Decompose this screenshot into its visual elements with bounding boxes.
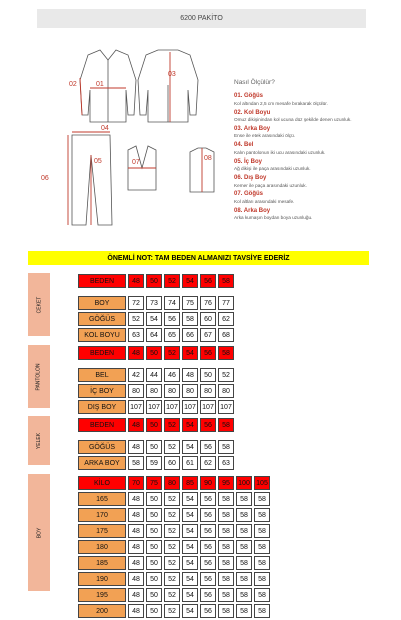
mark-02: 02 bbox=[69, 81, 77, 88]
table-row: BEL 42 44 46 48 50 52 bbox=[78, 368, 234, 382]
pantolon-size-table bbox=[76, 344, 236, 416]
guide-item: 05. İç Boy Ağ dikişi ile paça arasındaki uzunluk. bbox=[234, 158, 311, 172]
mark-06: 06 bbox=[41, 175, 49, 182]
table-row: İÇ BOY 80 80 80 80 80 80 bbox=[78, 384, 234, 398]
table-header-row: BEDEN 48 50 52 54 56 58 bbox=[78, 274, 234, 288]
mark-04: 04 bbox=[101, 125, 109, 132]
table-header-row: BEDEN 48 50 52 54 56 58 bbox=[78, 346, 234, 360]
table-row: 170 48 50 52 54 56 58 58 58 bbox=[78, 508, 270, 522]
guide-item: 01. Göğüs Kol altından 2,5 cm mesafe bırakarak ölçülür. bbox=[234, 93, 328, 106]
guide-item: 03. Arka Boy Ense ile etek arasındaki ölçü. bbox=[234, 125, 295, 139]
table-header-row: BEDEN 48 50 52 54 56 58 bbox=[78, 418, 234, 432]
table-row: DIŞ BOY 107 107 107 107 107 107 bbox=[78, 400, 234, 414]
table-header-row: KİLO 70 75 80 85 90 95 100 105 bbox=[78, 476, 270, 490]
table-row: 195 48 50 52 54 56 58 58 58 bbox=[78, 588, 270, 602]
guide-item: 08. Arka Boy Arka kumaşın boydan boya uzunluğu. bbox=[234, 207, 313, 221]
table-row: 200 48 50 52 54 56 58 58 58 bbox=[78, 604, 270, 618]
table-row: GÖĞÜS 52 54 56 58 60 62 bbox=[78, 312, 234, 326]
pantolon-side-label: PANTOLON bbox=[28, 345, 50, 408]
table-row: GÖĞÜS 48 50 52 54 56 58 bbox=[78, 440, 234, 454]
guide-heading: Nasıl Ölçülür? bbox=[234, 79, 275, 86]
yelek-side-label: YELEK bbox=[28, 416, 50, 465]
table-row: ARKA BOY 58 59 60 61 62 63 bbox=[78, 456, 234, 470]
table-row: 190 48 50 52 54 56 58 58 58 bbox=[78, 572, 270, 586]
boy-kilo-size-table bbox=[76, 474, 272, 620]
ceket-side-label: CEKET bbox=[28, 273, 50, 336]
measurement-diagram bbox=[28, 40, 243, 240]
table-row: 175 48 50 52 54 56 58 58 58 bbox=[78, 524, 270, 538]
table-row: 180 48 50 52 54 56 58 58 58 bbox=[78, 540, 270, 554]
measurement-guide bbox=[234, 79, 394, 224]
table-row: 185 48 50 52 54 56 58 58 58 bbox=[78, 556, 270, 570]
guide-item: 07. Göğüs Kol altları arasındaki mesafe. bbox=[234, 191, 295, 204]
yelek-size-table bbox=[76, 416, 236, 472]
mark-08: 08 bbox=[204, 155, 212, 162]
important-note: ÖNEMLİ NOT: TAM BEDEN ALMANIZI TAVSİYE EDERİZ bbox=[28, 251, 369, 265]
table-row: KOL BOYU 63 64 65 66 67 68 bbox=[78, 328, 234, 342]
guide-item: 06. Dış Boy Kemer ile paça arasındaki uzunluk. bbox=[234, 175, 307, 188]
mark-03: 03 bbox=[168, 71, 176, 78]
ceket-size-table bbox=[76, 272, 236, 344]
guide-item: 02. Kol Boyu Omuz dikişinindan kol ucuna düz şekilde denen uzunluk. bbox=[234, 109, 352, 122]
mark-07: 07 bbox=[132, 159, 140, 166]
page-title: 6200 PAKİTO bbox=[37, 9, 366, 28]
mark-01: 01 bbox=[96, 81, 104, 88]
boy-side-label: BOY bbox=[28, 474, 50, 591]
mark-05: 05 bbox=[94, 158, 102, 165]
guide-item: 04. Bel Kalın pantolonun iki ucu arasındaki uzunluk. bbox=[234, 142, 326, 155]
table-row: 165 48 50 52 54 56 58 58 58 bbox=[78, 492, 270, 506]
table-row: BOY 72 73 74 75 76 77 bbox=[78, 296, 234, 310]
